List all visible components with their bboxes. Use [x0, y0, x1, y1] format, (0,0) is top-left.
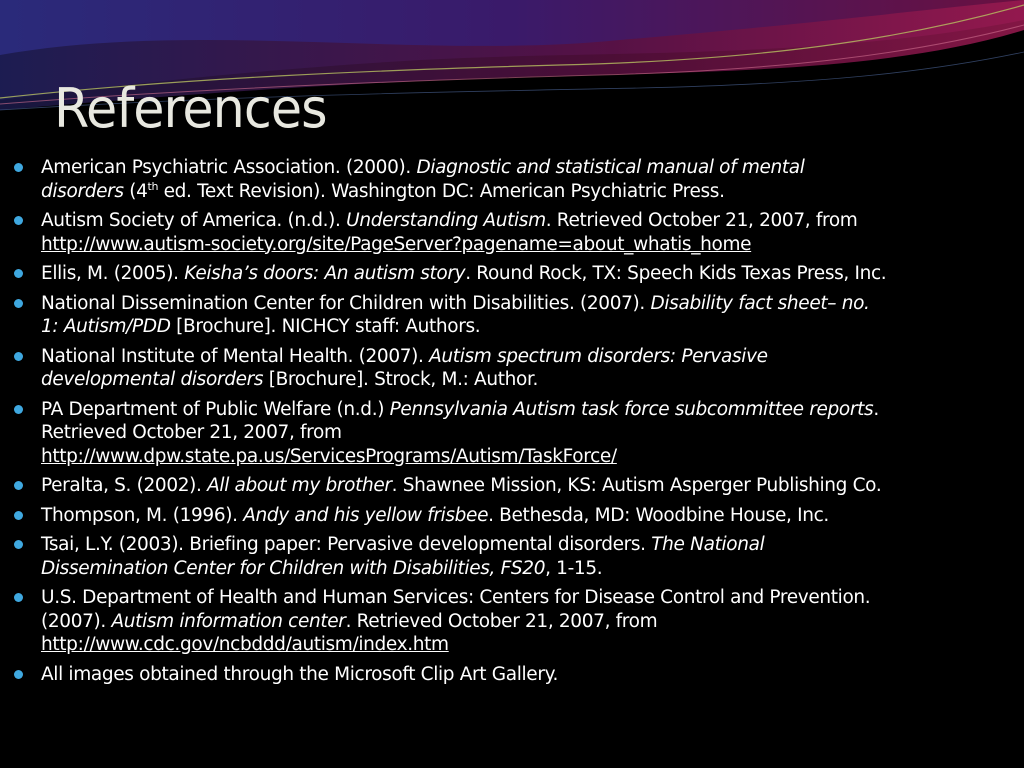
reference-text: PA Department of Public Welfare (n.d.) [41, 398, 390, 420]
reference-text: . Retrieved October 21, 2007, from [345, 610, 658, 632]
bullet-icon [14, 299, 23, 308]
reference-item [14, 209, 1019, 256]
reference-text: [Brochure]. Strock, M.: Author. [263, 369, 539, 390]
bullet-icon [14, 352, 23, 361]
reference-text: Tsai, L.Y. (2003). Briefing paper: Pervasive developmental disorders. [41, 534, 652, 555]
reference-text: . [873, 398, 879, 420]
reference-text: , 1-15. [545, 557, 603, 579]
reference-text: American Psychiatric Association. (2000). [41, 157, 417, 178]
reference-link[interactable]: http://www.cdc.gov/ncbddd/autism/index.htm [41, 634, 449, 655]
reference-italic-title: Pennsylvania Autism task force subcommittee reports [389, 398, 874, 420]
reference-italic-title: The National [651, 534, 765, 555]
reference-italic-title: developmental disorders [41, 369, 264, 390]
reference-italic-title: Andy and his yellow frisbee [243, 504, 489, 526]
reference-italic-title: Autism information center [111, 610, 346, 632]
reference-text: Autism Society of America. (n.d.). [41, 210, 347, 231]
bullet-icon [14, 540, 23, 549]
reference-italic-title: Diagnostic and statistical manual of mental [416, 157, 805, 178]
reference-text: Retrieved October 21, 2007, from [41, 422, 342, 443]
reference-text: ed. Text Revision). Washington DC: American Psychiatric Press. [158, 180, 725, 202]
reference-text: (4 [123, 180, 148, 202]
bullet-icon [14, 163, 23, 172]
reference-italic-title: Keisha’s doors: An autism story [184, 263, 466, 284]
reference-item [14, 504, 1019, 528]
bullet-icon [14, 481, 23, 490]
reference-text: . Retrieved October 21, 2007, from [545, 210, 858, 231]
reference-italic-title: 1: Autism/PDD [41, 316, 171, 337]
bullet-icon [14, 593, 23, 602]
reference-text: . Bethesda, MD: Woodbine House, Inc. [488, 504, 829, 526]
reference-item [14, 156, 1019, 203]
reference-text: National Institute of Mental Health. (2007). [41, 345, 430, 367]
reference-text: . Round Rock, TX: Speech Kids Texas Press, Inc. [465, 263, 887, 284]
reference-list [14, 156, 1019, 692]
reference-text: . Shawnee Mission, KS: Autism Asperger Publishing Co. [391, 475, 882, 496]
bullet-icon [14, 405, 23, 414]
reference-text: All images obtained through the Microsoft Clip Art Gallery. [41, 663, 559, 685]
reference-italic-title: All about my brother [207, 475, 392, 496]
reference-item [14, 474, 1019, 498]
bullet-icon [14, 216, 23, 225]
bullet-icon [14, 269, 23, 278]
reference-text: [Brochure]. NICHCY staff: Authors. [170, 316, 481, 337]
reference-italic-title: Disability fact sheet– no. [650, 292, 870, 314]
bullet-icon [14, 511, 23, 520]
reference-link[interactable]: http://www.autism-society.org/site/PageServer?pagename=about_whatis_home [41, 233, 752, 255]
reference-italic-title: Dissemination Center for Children with Disabilities, FS20 [41, 557, 546, 579]
reference-text: Thompson, M. (1996). [41, 504, 244, 526]
reference-item [14, 663, 1019, 687]
reference-item [14, 262, 1019, 286]
reference-text: National Dissemination Center for Children with Disabilities. (2007). [41, 292, 651, 314]
reference-text: (2007). [41, 610, 112, 632]
reference-italic-title: Autism spectrum disorders: Pervasive [429, 345, 768, 367]
reference-item [14, 398, 1019, 469]
slide-title: References [54, 77, 327, 140]
reference-text: Ellis, M. (2005). [41, 263, 185, 284]
reference-text: U.S. Department of Health and Human Services: Centers for Disease Control and Prevention. [41, 587, 871, 608]
reference-item [14, 533, 1019, 580]
bullet-icon [14, 670, 23, 679]
reference-item [14, 292, 1019, 339]
reference-link[interactable]: http://www.dpw.state.pa.us/ServicesPrograms/Autism/TaskForce/ [41, 445, 617, 467]
superscript: th [147, 179, 159, 193]
reference-italic-title: disorders [41, 180, 124, 202]
reference-item [14, 586, 1019, 657]
reference-item [14, 345, 1019, 392]
reference-text: Peralta, S. (2002). [41, 475, 208, 496]
reference-italic-title: Understanding Autism [346, 210, 546, 231]
